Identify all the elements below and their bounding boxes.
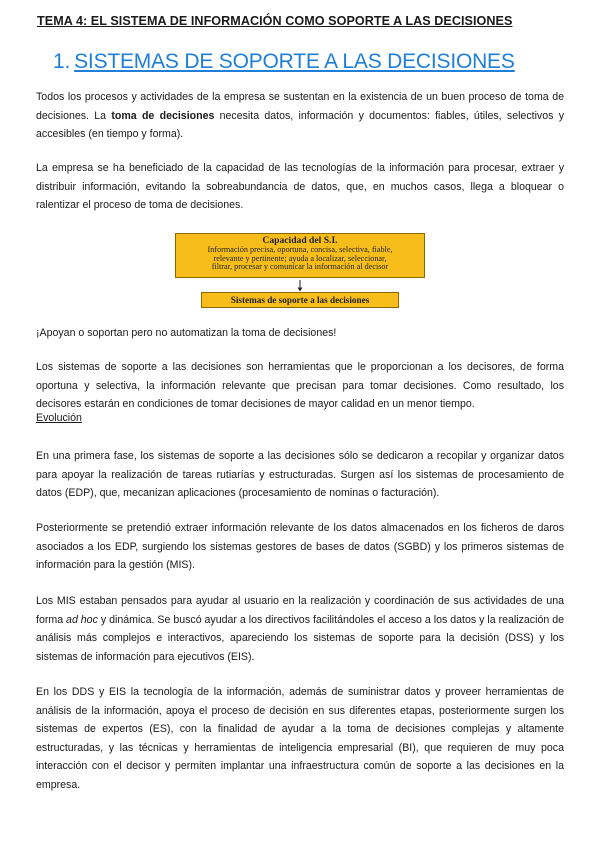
paragraph-intro-end: necesita datos, información y documentos: fiables, útiles, selectivos y accesibles (en tiempo y forma). — [36, 109, 564, 140]
paragraph-support-note: ¡Apoyan o soportan pero no automatizan la toma de decisiones! — [36, 327, 337, 339]
section-number: 1. — [53, 50, 71, 73]
subheading-evolution: Evolución — [36, 412, 82, 424]
paragraph-expert-systems: En los DDS y EIS la tecnología de la información, además de suministrar datos y proveer herramientas de análisis de la información, apoya el proceso de decisión en sus diferentes etapas, posteriormente surgen los sistemas de expertos (ES), con la finalidad de ayudar a la toma de decisiones complejas y altamente estructuradas, y las técnicas y herramientas de inteligencia empresarial (BI), que requieren de muy poca interacción con el decisor y permiten implantar una infraestructura común de soporte a las decisiones en la empresa. — [36, 686, 564, 791]
paragraph-dss-italic: ad hoc — [66, 613, 98, 626]
section-title — [53, 50, 515, 74]
paragraph-edp: En una primera fase, los sistemas de soporte a las decisiones sólo se dedicaron a recopilar y organizar datos para apoyar la realización de tareas rutiarías y estructuradas. Surgen así los sistemas de procesamiento de datos (EDP), que, mecanizan aplicaciones (procesamiento de nominas o facturación). — [36, 450, 564, 499]
capacity-box — [175, 233, 425, 278]
paragraph-dss-start: Los MIS estaban pensados para ayudar al usuario en la realización y coordinación de sus actividades de una forma — [36, 595, 564, 626]
paragraph-dss — [36, 592, 564, 666]
capacity-box-title: Capacidad del S.I. — [262, 235, 338, 246]
down-arrow-icon — [297, 280, 303, 292]
capacity-box-line: filtrar, procesar y comunicar la información al decisor — [211, 262, 389, 272]
paragraph-definition: Los sistemas de soporte a las decisiones son herramientas que le proporcionan a los decisores, de forma oportuna y selectiva, la información relevante que precisan para tomar decisiones. Como resultado, los decisores estarán en condiciones de tomar decisiones de mayor calidad en un menor tiempo. — [36, 361, 564, 410]
decision-support-box: Sistemas de soporte a las decisiones — [201, 292, 399, 308]
paragraph-dss-end: y dinámica. Se buscó ayudar a los directivos facilitándoles el acceso a los datos y la realización de análisis más complejos e interactivos, apareciendo los sistemas de soporte para la decisión (DSS) y los sistemas de información para ejecutivos (EIS). — [36, 613, 564, 663]
paragraph-intro-start: Todos los procesos y actividades de la empresa se sustentan en la existencia de un buen proceso de toma de decisiones. La — [36, 91, 564, 122]
section-title-text: SISTEMAS DE SOPORTE A LAS DECISIONES — [74, 50, 515, 73]
paragraph-technology: La empresa se ha beneficiado de la capacidad de las tecnologías de la información para procesar, extraer y distribuir información, evitando la sobreabundancia de datos, que, en muchos casos, llega a bloquear o ralentizar el proceso de toma de decisiones. — [36, 162, 564, 211]
paragraph-intro-bold: toma de decisiones — [111, 109, 215, 122]
paragraph-intro — [36, 88, 564, 144]
capacity-box-line: relevante y pertinente; ayuda a localizar, seleccionar, — [213, 253, 387, 263]
capacity-box-line: Información precisa, oportuna, concisa, selectiva, fiable, — [207, 245, 393, 254]
paragraph-mis: Posteriormente se pretendió extraer información relevante de los datos almacenados en los ficheros de daros asociados a los EDP, surgiendo los sistemas gestores de bases de datos (SGBD) y los primeros sistemas de información para la gestión (MIS). — [36, 522, 564, 571]
document-header: TEMA 4: EL SISTEMA DE INFORMACIÓN COMO SOPORTE A LAS DECISIONES — [37, 14, 513, 28]
